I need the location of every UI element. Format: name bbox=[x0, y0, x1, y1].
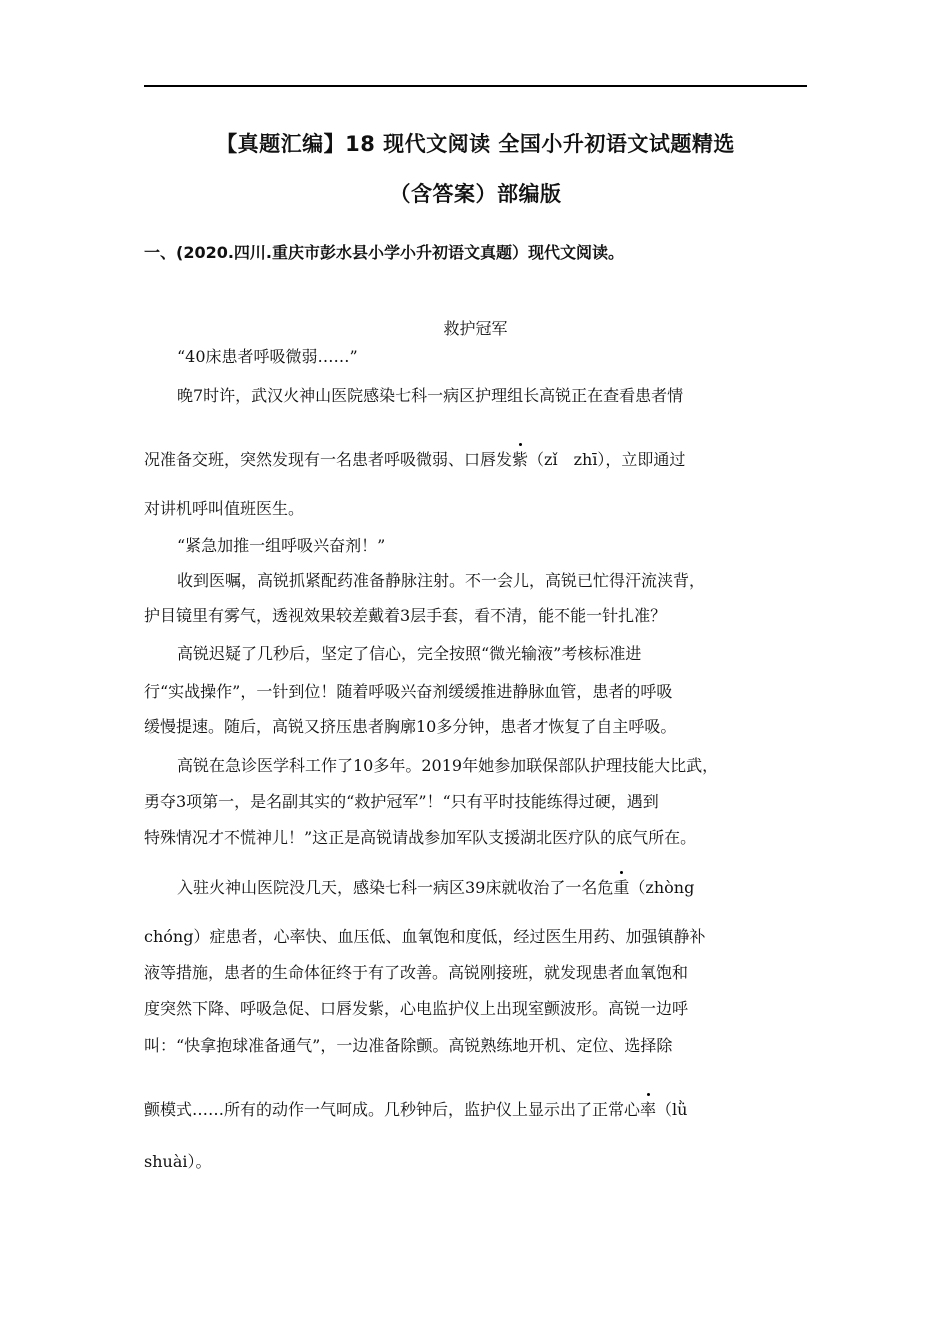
passage-title: 救护冠军 bbox=[443, 319, 508, 338]
paragraph-1: “40床患者呼吸微弱……” bbox=[177, 347, 358, 366]
paragraph-6-line-1: 高锐在急诊医学科工作了10多年。2019年她参加联保部队护理技能大比武， bbox=[177, 756, 719, 775]
emphasis-dot-char: 率 bbox=[640, 1100, 657, 1119]
paragraph-5-line-1: 高锐迟疑了几秒后，坚定了信心，完全按照“微光输液”考核标准进 bbox=[177, 644, 642, 663]
document-title-line1: 【真题汇编】18 现代文阅读 全国小升初语文试题精选 bbox=[216, 132, 735, 156]
paragraph-4-line-1: 收到医嘱，高锐抓紧配药准备静脉注射。不一会儿，高锐已忙得汗流浃背， bbox=[177, 571, 706, 590]
paragraph-2-line-1: 晚7时许，武汉火神山医院感染七科一病区护理组长高锐正在查看患者情 bbox=[177, 386, 684, 405]
emphasis-dot-char: 紫 bbox=[512, 450, 529, 469]
paragraph-2-line-3: 对讲机呼叫值班医生。 bbox=[144, 499, 305, 518]
paragraph-3: “紧急加推一组呼吸兴奋剂！” bbox=[177, 536, 386, 555]
paragraph-7-line-7: shuài）。 bbox=[144, 1152, 212, 1171]
paragraph-7-line-6: 颤模式……所有的动作一气呵成。几秒钟后，监护仪上显示出了正常心率（lǜ bbox=[144, 1100, 688, 1119]
paragraph-7-line-2: chóng）症患者，心率快、血压低、血氧饱和度低，经过医生用药、加强镇静补 bbox=[144, 927, 706, 946]
paragraph-4-line-2: 护目镜里有雾气，透视效果较差戴着3层手套，看不清，能不能一针扎准？ bbox=[144, 606, 667, 625]
paragraph-7-line-1: 入驻火神山医院没几天，感染七科一病区39床就收治了一名危重（zhòng bbox=[177, 878, 695, 897]
paragraph-7-line-5: 叫：“快拿抱球准备通气”，一边准备除颤。高锐熟练地开机、定位、选择除 bbox=[144, 1036, 673, 1055]
emphasis-dot-char: 重 bbox=[613, 878, 630, 897]
section-heading: 一、(2020.四川.重庆市彭水县小学小升初语文真题）现代文阅读。 bbox=[144, 243, 625, 262]
paragraph-6-line-2: 勇夺3项第一，是名副其实的“救护冠军”！“只有平时技能练得过硬，遇到 bbox=[144, 792, 659, 811]
paragraph-7-line-3: 液等措施，患者的生命体征终于有了改善。高锐刚接班，就发现患者血氧饱和 bbox=[144, 963, 689, 982]
paragraph-7-line-4: 度突然下降、呼吸急促、口唇发紫，心电监护仪上出现室颤波形。高锐一边呼 bbox=[144, 999, 689, 1018]
paragraph-5-line-3: 缓慢提速。随后，高锐又挤压患者胸廓10多分钟，患者才恢复了自主呼吸。 bbox=[144, 717, 677, 736]
document-title-line2: （含答案）部编版 bbox=[389, 182, 562, 206]
paragraph-5-line-2: 行“实战操作”，一针到位！随着呼吸兴奋剂缓缓推进静脉血管，患者的呼吸 bbox=[144, 682, 673, 701]
paragraph-6-line-3: 特殊情况才不慌神儿！”这正是高锐请战参加军队支援湖北医疗队的底气所在。 bbox=[144, 828, 697, 847]
header-rule bbox=[144, 85, 807, 87]
paragraph-2-line-2: 况准备交班，突然发现有一名患者呼吸微弱、口唇发紫（zǐ zhī），立即通过 bbox=[144, 450, 686, 469]
